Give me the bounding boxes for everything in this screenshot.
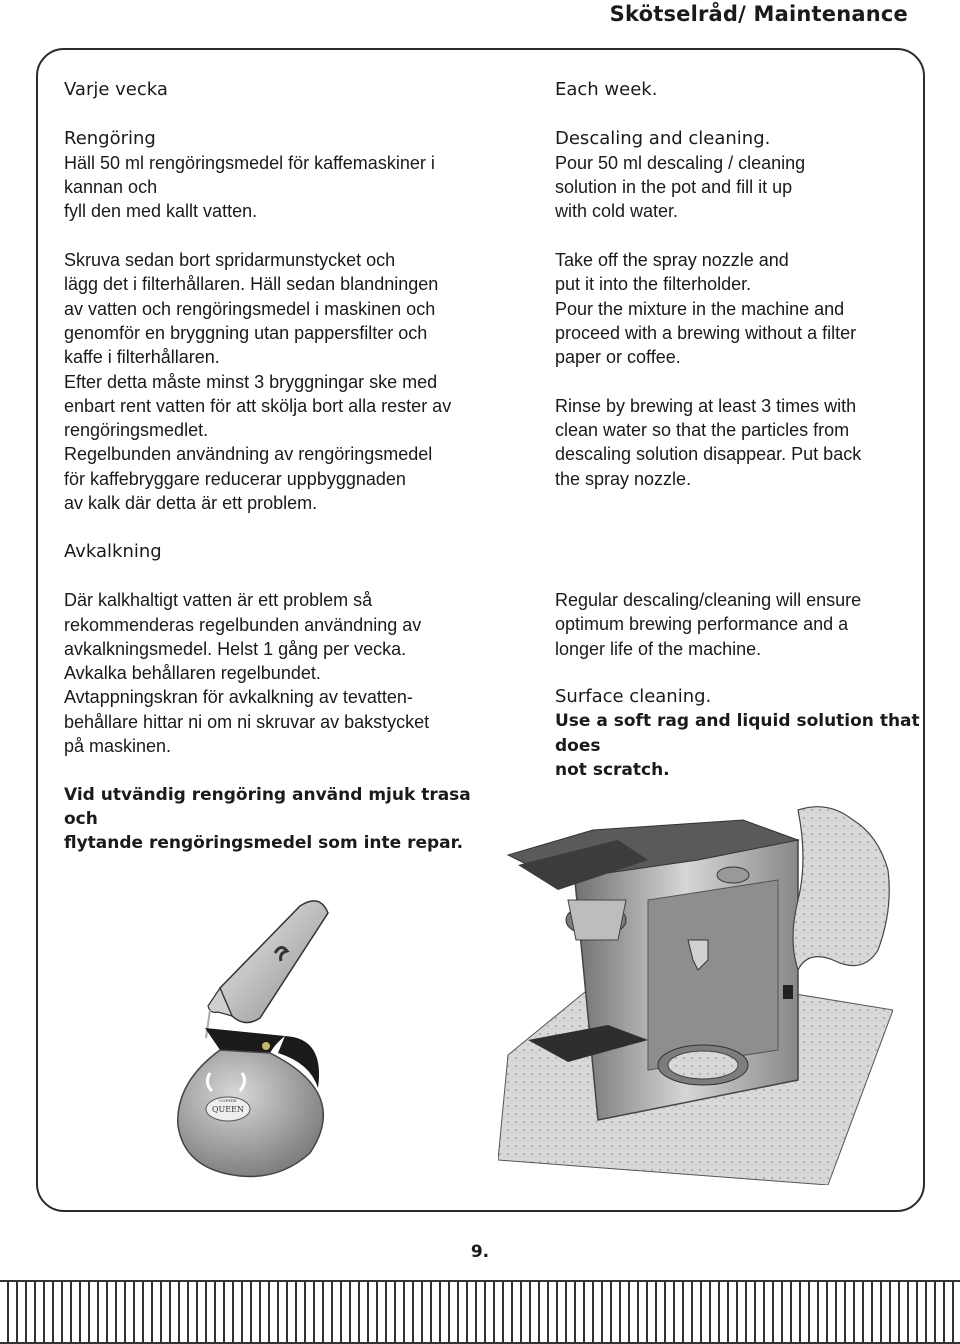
text-line: the spray nozzle. [555, 468, 692, 489]
footer-stripe-band [0, 1280, 960, 1344]
text-line: proceed with a brewing without a filter [555, 322, 857, 343]
text-line: enbart rent vatten för att skölja bort alla rester av [64, 395, 452, 416]
text-line: paper or coffee. [555, 347, 681, 368]
coffee-pot-illustration [150, 888, 390, 1183]
text-line: rengöringsmedlet. [64, 420, 209, 441]
coffee-pot-icon [178, 1028, 324, 1177]
text-line: Rinse by brewing at least 3 times with [555, 395, 857, 416]
text-line: kaffe i filterhållaren. [64, 347, 220, 368]
cleaning-cloth-icon [793, 807, 889, 970]
text-line: kannan och [64, 177, 158, 198]
page-number: 9. [470, 1242, 490, 1262]
text-line: put it into the filterholder. [555, 274, 752, 295]
text-line: Avkalka behållaren regelbundet. [64, 663, 321, 684]
week-heading-en: Each week. [555, 79, 658, 100]
text-line: lägg det i filterhållaren. Häll sedan blandningen [64, 274, 439, 295]
text-line: Efter detta måste minst 3 bryggningar ske med [64, 371, 438, 392]
descaling-heading-en: Descaling and cleaning. [555, 127, 771, 149]
text-line: för kaffebryggare reducerar uppbyggnaden [64, 468, 406, 489]
text-line: clean water so that the particles from [555, 420, 850, 441]
surface-note-en: not scratch. [555, 760, 670, 781]
surface-heading-en: Surface cleaning. [555, 686, 712, 708]
week-heading-sv: Varje vecka [64, 79, 168, 100]
surface-note-en: does [555, 735, 601, 756]
text-line: av kalk där detta är ett problem. [64, 493, 318, 514]
text-line: Häll 50 ml rengöringsmedel för kaffemaskiner i [64, 152, 435, 173]
swedish-column [64, 78, 504, 856]
text-line: avkalkningsmedel. Helst 1 gång per vecka. [64, 638, 407, 659]
text-line: Pour 50 ml descaling / cleaning [555, 152, 806, 173]
text-line: with cold water. [555, 201, 679, 222]
page-header-title: Skötselråd/ Maintenance [609, 2, 908, 26]
text-line: solution in the pot and fill it up [555, 177, 793, 198]
text-line: av vatten och rengöringsmedel i maskinen och [64, 298, 436, 319]
text-line: Skruva sedan bort spridarmunstycket och [64, 250, 396, 271]
surface-note-sv: och [64, 808, 98, 829]
cleaning-heading-sv: Rengöring [64, 127, 156, 149]
text-line: descaling solution disappear. Put back [555, 444, 862, 465]
text-line: Avtappningskran för avkalkning av tevatten- [64, 687, 413, 708]
text-line: Pour the mixture in the machine and [555, 298, 845, 319]
text-line: genomför en bryggning utan pappersfilter och [64, 322, 428, 343]
pot-brand-sub: COFFEE [219, 1098, 237, 1103]
english-column-lower [555, 588, 920, 782]
text-line: Regelbunden användning av rengöringsmedel [64, 444, 433, 465]
descaling-heading-sv: Avkalkning [64, 540, 162, 562]
text-line: Take off the spray nozzle and [555, 250, 789, 271]
english-column [555, 78, 920, 491]
text-line: rekommenderas regelbunden användning av [64, 614, 422, 635]
coffee-machine-illustration [498, 800, 893, 1185]
text-line: behållare hittar ni om ni skruvar av bakstycket [64, 711, 430, 732]
surface-note-sv: Vid utvändig rengöring använd mjuk trasa [64, 784, 471, 805]
text-line: optimum brewing performance and a [555, 614, 849, 635]
surface-note-sv: flytande rengöringsmedel som inte repar. [64, 833, 464, 854]
surface-note-en: Use a soft rag and liquid solution that [555, 711, 920, 732]
text-line: Där kalkhaltigt vatten är ett problem så [64, 590, 373, 611]
text-line: fyll den med kallt vatten. [64, 201, 258, 222]
text-line: longer life of the machine. [555, 638, 762, 659]
text-line: Regular descaling/cleaning will ensure [555, 590, 862, 610]
pot-brand-label: QUEEN [212, 1105, 244, 1114]
text-line: på maskinen. [64, 736, 172, 757]
cleaning-bottle-icon [208, 901, 328, 1023]
